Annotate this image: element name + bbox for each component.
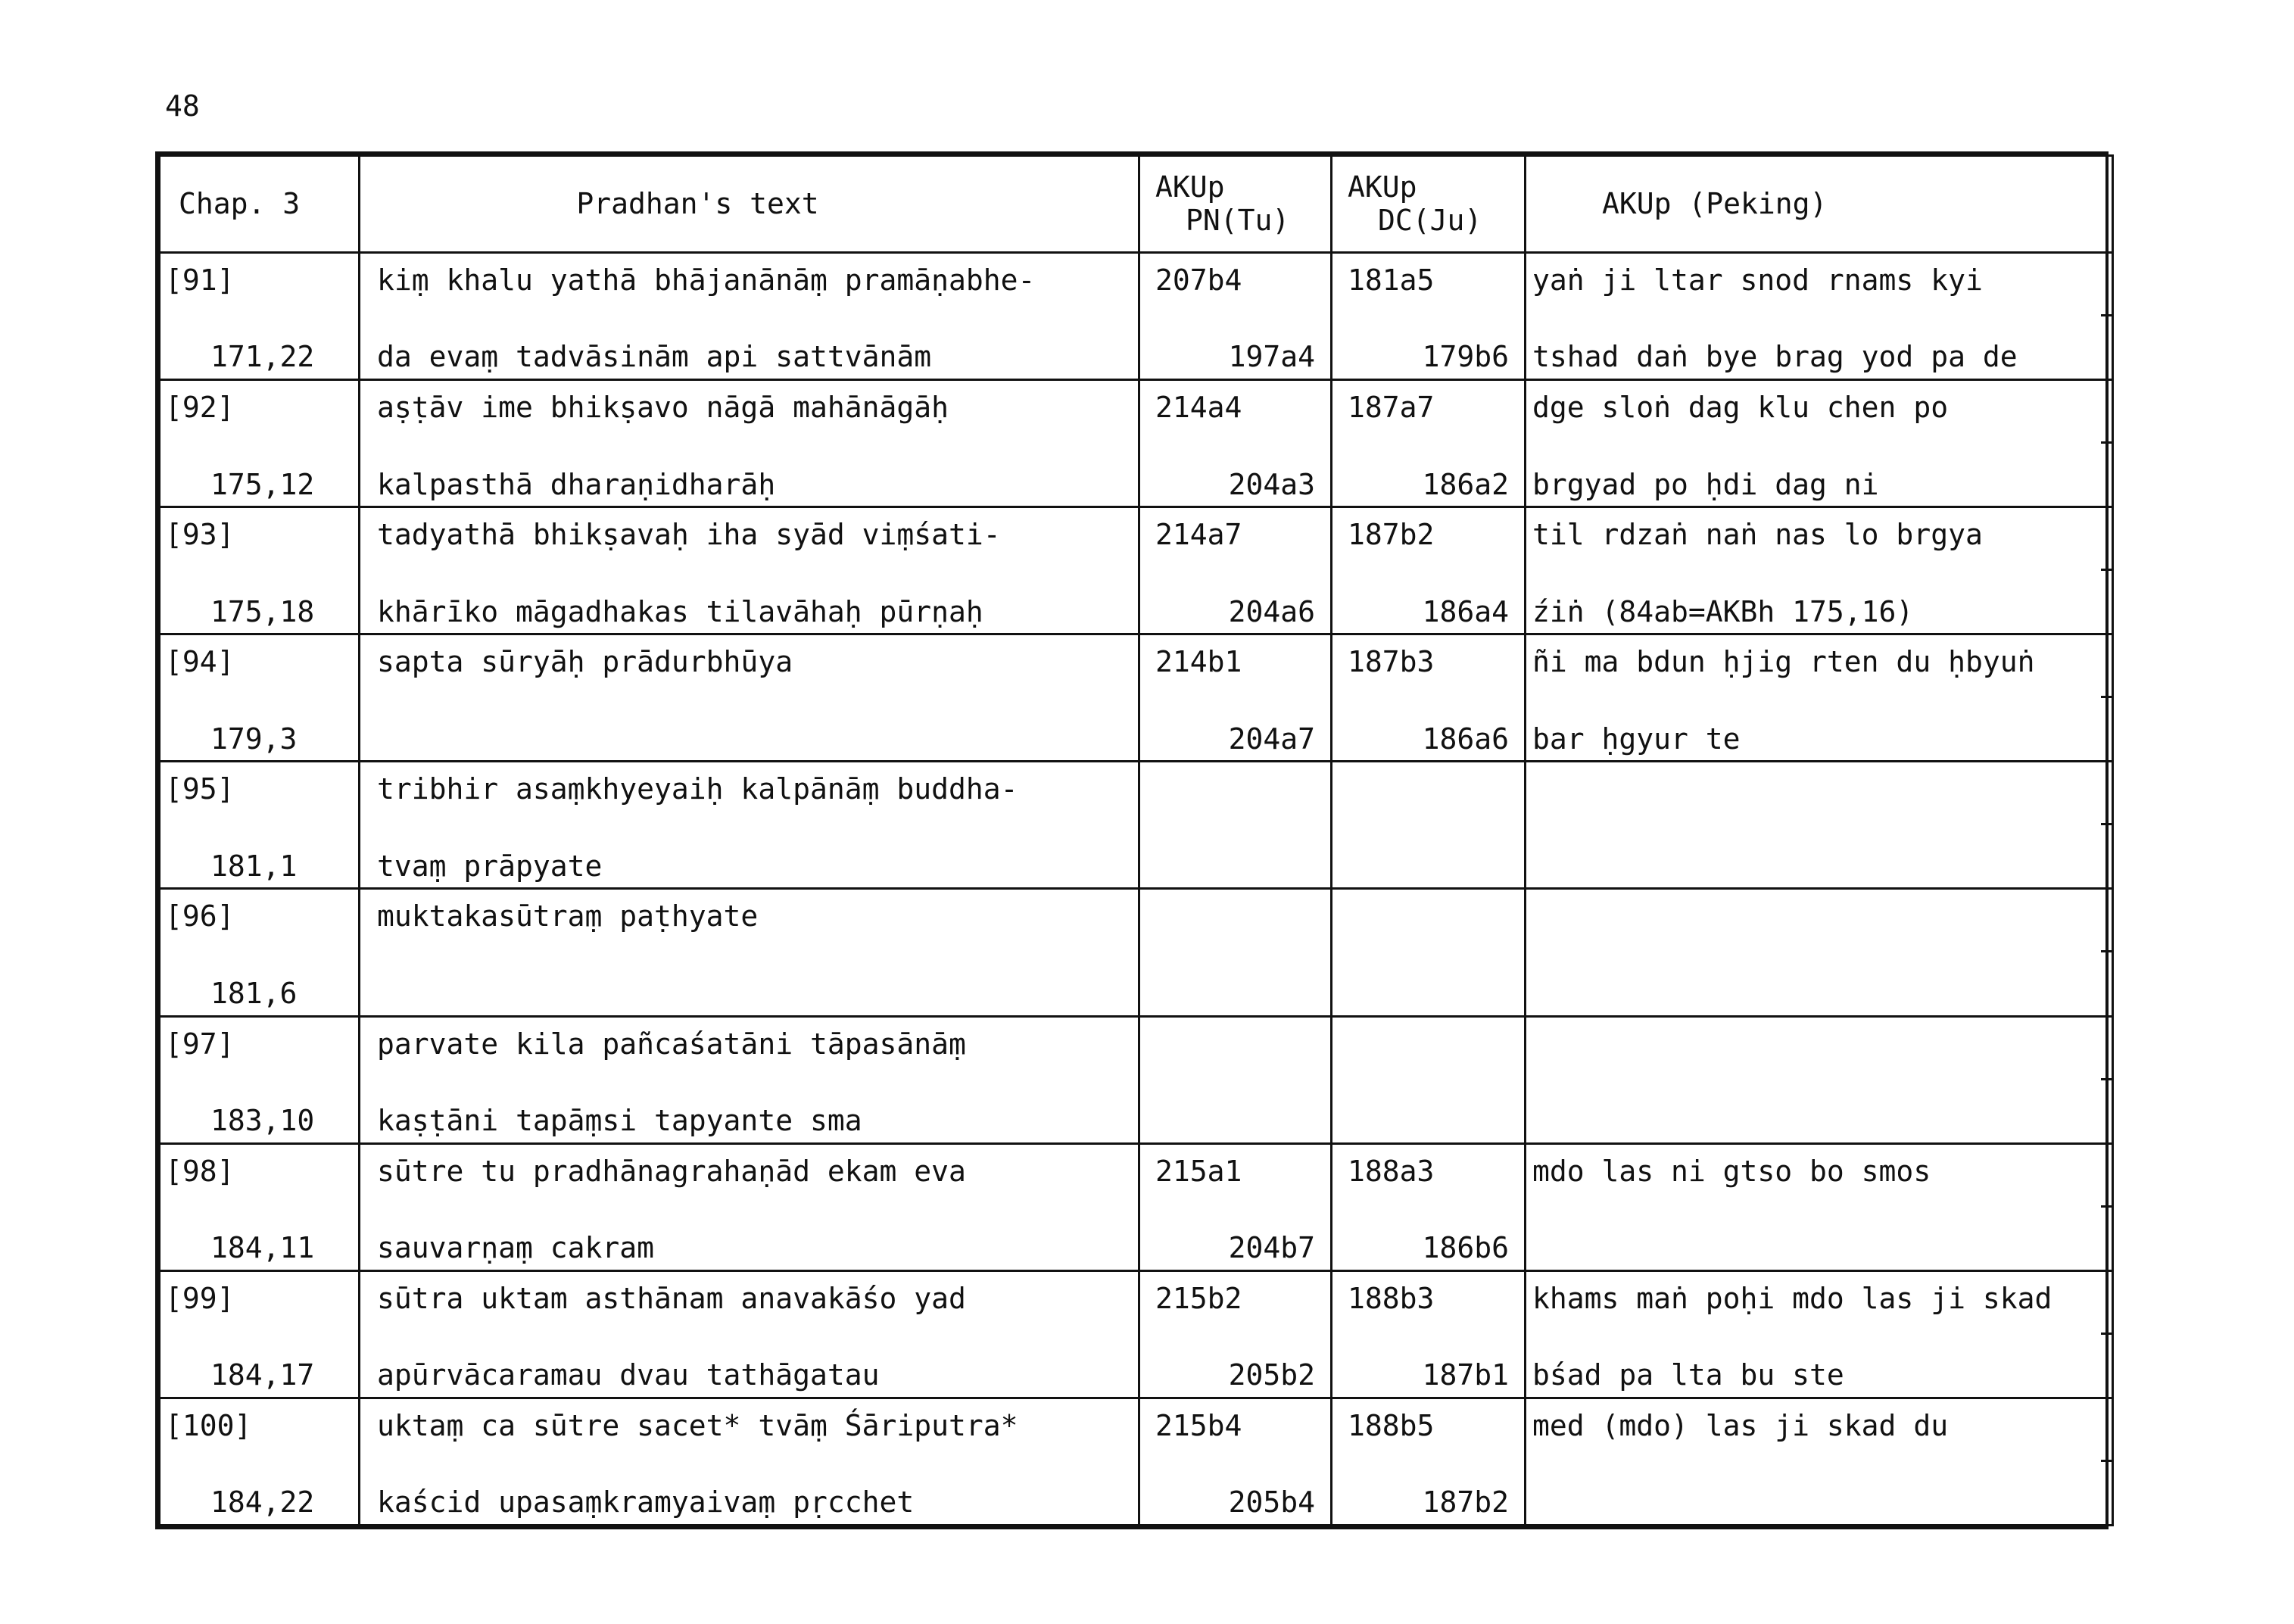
page-line-reference: 171,22 [210,340,315,374]
page-line-reference: 184,17 [210,1358,315,1392]
table-row [160,1270,2113,1398]
page-line-reference: 175,18 [210,594,315,628]
akup-pn-cell [1139,1143,1332,1270]
margin-tick-mark [2101,441,2113,444]
page-line-reference: 181,6 [210,976,298,1010]
table-row [160,634,2113,762]
margin-tick-mark [2101,1460,2113,1462]
tibetan-text-cell [1526,634,2113,762]
akup-pn-folio-2: 204a6 [1228,594,1315,628]
page-line-reference: 179,3 [210,722,298,756]
akup-dc-folio-1: 187b3 [1348,645,1435,679]
sanskrit-line-1: sūtra uktam asthānam anavakāśo yad [377,1281,966,1315]
chapter-ref-cell [160,253,360,380]
sanskrit-line-2: kalpasthā dharaṇidharāḥ [377,467,776,501]
entry-number: [97] [165,1027,235,1061]
akup-pn-cell [1139,889,1332,1016]
header-pradhan-label: Pradhan's text [576,186,819,220]
tibetan-text-cell [1526,889,2113,1016]
tibetan-line-2: źiṅ (84ab=AKBh 175,16) [1532,594,1914,628]
entry-number: [98] [165,1154,235,1188]
entry-number: [93] [165,518,235,552]
page-line-reference: 184,22 [210,1485,315,1520]
sanskrit-line-2: kaṣṭāni tapāṃsi tapyante sma [377,1103,862,1137]
entry-number: [92] [165,391,235,425]
entry-number: [91] [165,263,235,297]
chapter-ref-cell [160,889,360,1016]
akup-dc-cell [1332,1143,1526,1270]
header-akup-peking-label: AKUp (Peking) [1602,186,1828,220]
akup-dc-folio-2: 186a6 [1422,722,1509,756]
header-pradhan [360,156,1139,253]
akup-dc-cell [1332,1398,1526,1525]
akup-dc-folio-2: 186a4 [1422,594,1509,628]
akup-pn-folio-1: 215b4 [1155,1408,1242,1442]
page-line-reference: 181,1 [210,849,298,883]
akup-dc-folio-2: 187b1 [1422,1358,1509,1392]
header-akup-pn [1139,156,1332,253]
sanskrit-line-1: sapta sūryāḥ prādurbhūya [377,645,793,679]
chapter-ref-cell [160,1143,360,1270]
header-akup-dc-line2: DC(Ju) [1378,203,1482,237]
sanskrit-line-2: khārīko māgadhakas tilavāhaḥ pūrṇaḥ [377,594,983,628]
chapter-ref-cell [160,507,360,634]
tibetan-text-cell [1526,1270,2113,1398]
sanskrit-text-cell [360,380,1139,507]
sanskrit-text-cell [360,762,1139,889]
akup-pn-folio-1: 207b4 [1155,263,1242,297]
chapter-ref-cell [160,634,360,762]
header-akup-dc-line1: AKUp [1348,170,1417,204]
entry-number: [100] [165,1408,252,1442]
sanskrit-text-cell [360,1016,1139,1143]
header-akup-dc [1332,156,1526,253]
tibetan-line-2: brgyad po ḥdi dag ni [1532,467,1879,501]
page-line-reference: 183,10 [210,1103,315,1137]
header-chap-label: Chap. 3 [179,186,301,220]
sanskrit-line-2: apūrvācaramau dvau tathāgatau [377,1358,880,1392]
chapter-ref-cell [160,380,360,507]
tibetan-text-cell [1526,762,2113,889]
akup-dc-folio-1: 181a5 [1348,263,1435,297]
margin-tick-mark [2101,950,2113,952]
sanskrit-line-2: kaścid upasaṃkramyaivaṃ pṛcchet [377,1485,915,1520]
margin-tick-mark [2101,823,2113,825]
table-row [160,889,2113,1016]
entry-number: [95] [165,772,235,806]
header-row [160,156,2113,253]
sanskrit-line-1: muktakasūtraṃ paṭhyate [377,899,759,934]
margin-tick-mark [2101,1205,2113,1208]
sanskrit-text-cell [360,253,1139,380]
akup-pn-folio-2: 204b7 [1228,1231,1315,1265]
entry-number: [96] [165,899,235,934]
tibetan-line-1: yaṅ ji ltar snod rnams kyi [1532,263,1983,297]
table-row [160,1016,2113,1143]
akup-dc-folio-2: 186b6 [1422,1231,1509,1265]
tibetan-line-2: bśad pa lta bu ste [1532,1358,1844,1392]
akup-dc-cell [1332,507,1526,634]
sanskrit-line-1: sūtre tu pradhānagrahaṇād ekam eva [377,1154,966,1188]
sanskrit-line-1: uktaṃ ca sūtre sacet* tvāṃ Śāriputra* [377,1408,1018,1442]
table-row [160,253,2113,380]
sanskrit-text-cell [360,634,1139,762]
table-row [160,507,2113,634]
akup-dc-cell [1332,380,1526,507]
sanskrit-line-1: parvate kila pañcaśatāni tāpasānāṃ [377,1027,966,1061]
header-akup-peking [1526,156,2113,253]
header-akup-pn-line2: PN(Tu) [1186,203,1290,237]
sanskrit-line-2: da evaṃ tadvāsinām api sattvānām [377,340,932,374]
sanskrit-line-1: aṣṭāv ime bhikṣavo nāgā mahānāgāḥ [377,391,949,425]
tibetan-line-2: bar ḥgyur te [1532,722,1741,756]
entry-number: [94] [165,645,235,679]
akup-pn-cell [1139,253,1332,380]
chapter-ref-cell [160,762,360,889]
tibetan-line-1: khams maṅ poḥi mdo las ji skad [1532,1281,2052,1315]
tibetan-line-1: ñi ma bdun ḥjig rten du ḥbyuṅ [1532,645,2035,679]
tibetan-line-2: tshad daṅ bye brag yod pa de [1532,340,2018,374]
tibetan-line-1: mdo las ni gtso bo smos [1532,1154,1931,1188]
tibetan-text-cell [1526,1143,2113,1270]
sanskrit-line-2: sauvarṇaṃ cakram [377,1231,655,1265]
akup-pn-cell [1139,762,1332,889]
concordance-table-frame [155,151,2109,1529]
chapter-ref-cell [160,1016,360,1143]
table-row [160,380,2113,507]
entry-number: [99] [165,1281,235,1315]
page-line-reference: 184,11 [210,1231,315,1265]
akup-dc-folio-2: 179b6 [1422,340,1509,374]
akup-pn-folio-2: 204a3 [1228,467,1315,501]
tibetan-text-cell [1526,507,2113,634]
sanskrit-text-cell [360,1270,1139,1398]
akup-dc-cell [1332,889,1526,1016]
akup-dc-cell [1332,1270,1526,1398]
sanskrit-text-cell [360,1143,1139,1270]
akup-pn-cell [1139,507,1332,634]
akup-pn-cell [1139,1398,1332,1525]
akup-pn-cell [1139,1270,1332,1398]
akup-dc-folio-1: 188b5 [1348,1408,1435,1442]
akup-pn-folio-1: 215a1 [1155,1154,1242,1188]
tibetan-line-1: dge sloṅ dag klu chen po [1532,391,1949,425]
tibetan-text-cell [1526,253,2113,380]
margin-tick-mark [2101,314,2113,316]
akup-dc-cell [1332,1016,1526,1143]
akup-pn-cell [1139,380,1332,507]
margin-tick-mark [2101,1333,2113,1335]
akup-dc-folio-1: 188b3 [1348,1281,1435,1315]
sanskrit-line-2: tvaṃ prāpyate [377,849,603,883]
tibetan-text-cell [1526,1398,2113,1525]
sanskrit-text-cell [360,889,1139,1016]
table-row [160,1398,2113,1525]
margin-tick-mark [2101,1078,2113,1080]
akup-pn-folio-1: 214b1 [1155,645,1242,679]
akup-pn-folio-2: 204a7 [1228,722,1315,756]
header-chap [160,156,360,253]
margin-tick-mark [2101,569,2113,571]
tibetan-line-1: til rdzaṅ naṅ nas lo brgya [1532,518,1983,552]
sanskrit-text-cell [360,507,1139,634]
chapter-ref-cell [160,1270,360,1398]
akup-dc-cell [1332,253,1526,380]
akup-pn-folio-2: 205b4 [1228,1485,1315,1520]
sanskrit-line-1: tribhir asaṃkhyeyaiḥ kalpānāṃ buddha- [377,772,1018,806]
tibetan-text-cell [1526,1016,2113,1143]
margin-tick-mark [2101,696,2113,698]
header-akup-pn-line1: AKUp [1155,170,1225,204]
page-line-reference: 175,12 [210,467,315,501]
page-number: 48 [165,89,200,123]
chapter-ref-cell [160,1398,360,1525]
akup-dc-folio-1: 188a3 [1348,1154,1435,1188]
akup-pn-folio-2: 197a4 [1228,340,1315,374]
sanskrit-line-1: tadyathā bhikṣavaḥ iha syād viṃśati- [377,518,1001,552]
akup-pn-cell [1139,634,1332,762]
table-body [160,253,2113,1526]
akup-dc-folio-1: 187b2 [1348,518,1435,552]
sanskrit-text-cell [360,1398,1139,1525]
concordance-table [158,154,2114,1526]
akup-dc-cell [1332,762,1526,889]
tibetan-line-1: med (mdo) las ji skad du [1532,1408,1949,1442]
akup-pn-folio-2: 205b2 [1228,1358,1315,1392]
akup-pn-cell [1139,1016,1332,1143]
tibetan-text-cell [1526,380,2113,507]
akup-pn-folio-1: 215b2 [1155,1281,1242,1315]
table-row [160,762,2113,889]
akup-dc-folio-2: 186a2 [1422,467,1509,501]
akup-pn-folio-1: 214a4 [1155,391,1242,425]
sanskrit-line-1: kiṃ khalu yathā bhājanānāṃ pramāṇabhe- [377,263,1036,297]
akup-pn-folio-1: 214a7 [1155,518,1242,552]
table-row [160,1143,2113,1270]
akup-dc-cell [1332,634,1526,762]
akup-dc-folio-1: 187a7 [1348,391,1435,425]
akup-dc-folio-2: 187b2 [1422,1485,1509,1520]
